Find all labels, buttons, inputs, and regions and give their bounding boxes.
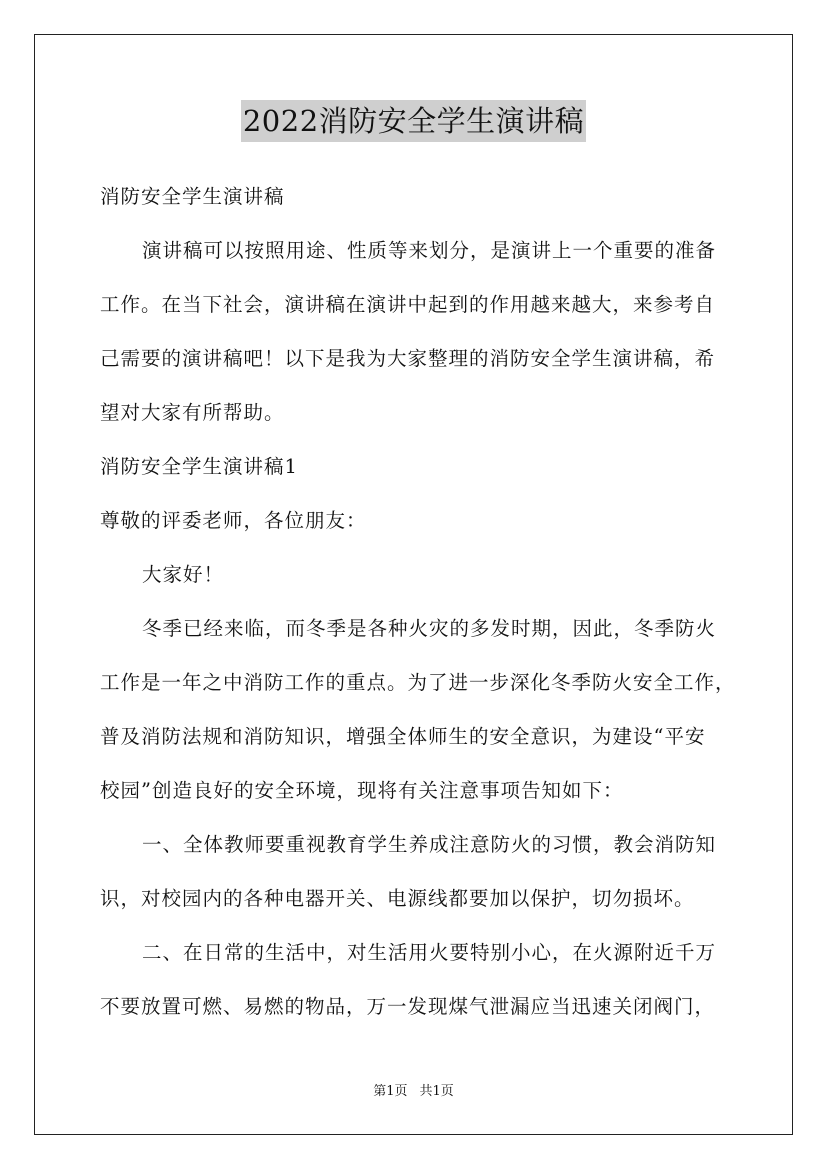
- body-line: [100, 710, 730, 764]
- page-footer: [0, 1083, 827, 1101]
- line-text: 工作是一年之中消防工作的重点。为了进一步深化冬季防火安全工作，: [100, 671, 736, 694]
- greeting: [100, 548, 730, 602]
- section-heading: [100, 440, 730, 494]
- line-text: 演讲稿可以按照用途、性质等来划分，是演讲上一个重要的准备: [142, 239, 717, 262]
- body-line: [100, 818, 730, 872]
- line-text: 望对大家有所帮助。: [100, 401, 285, 424]
- page-number: 第1页: [373, 1084, 408, 1099]
- body-line: [100, 386, 730, 440]
- line-text: 识，对校园内的各种电器开关、电源线都要加以保护，切勿损坏。: [100, 887, 695, 910]
- line-text: 普及消防法规和消防知识，增强全体师生的安全意识，为建设“平安: [100, 725, 706, 748]
- line-text: 校园”创造良好的安全环境，现将有关注意事项告知如下：: [100, 779, 624, 802]
- line-text: 消防安全学生演讲稿1: [100, 455, 298, 478]
- salutation: [100, 494, 730, 548]
- line-text: 一、全体教师要重视教育学生养成注意防火的习惯，教会消防知: [142, 833, 717, 856]
- body-line: [100, 170, 730, 224]
- line-text: 消防安全学生演讲稿: [100, 185, 285, 208]
- line-text: 己需要的演讲稿吧！以下是我为大家整理的消防安全学生演讲稿，希: [100, 347, 716, 370]
- line-text: 二、在日常的生活中，对生活用火要特别小心，在火源附近千万: [142, 941, 717, 964]
- body-line: [100, 332, 730, 386]
- title-container: [0, 100, 827, 142]
- page-total: 共1页: [419, 1084, 454, 1099]
- document-title: 2022消防安全学生演讲稿: [241, 100, 586, 142]
- line-text: 尊敬的评委老师，各位朋友：: [100, 509, 367, 532]
- line-text: 冬季已经来临，而冬季是各种火灾的多发时期，因此，冬季防火: [142, 617, 717, 640]
- line-text: 不要放置可燃、易燃的物品，万一发现煤气泄漏应当迅速关闭阀门，: [100, 995, 716, 1018]
- line-text: 大家好！: [142, 563, 225, 586]
- body-line: [100, 926, 730, 980]
- body-line: [100, 656, 736, 710]
- body-line: [100, 602, 730, 656]
- document-body: [100, 170, 736, 1034]
- body-line: [100, 224, 730, 278]
- body-line: [100, 872, 730, 926]
- line-text: 工作。在当下社会，演讲稿在演讲中起到的作用越来越大，来参考自: [100, 293, 716, 316]
- body-line: [100, 278, 730, 332]
- body-line: [100, 764, 730, 818]
- body-line: [100, 980, 730, 1034]
